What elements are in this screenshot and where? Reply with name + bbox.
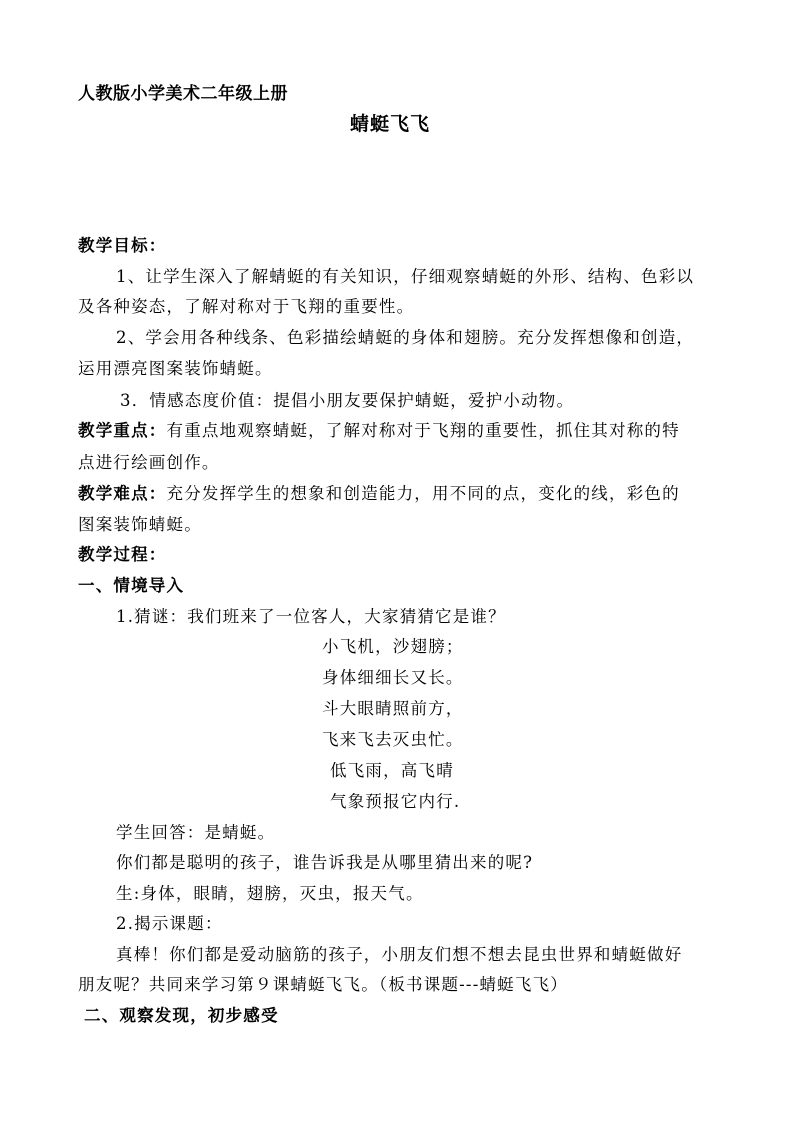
objectives-heading: 教学目标：	[78, 236, 167, 255]
student-reply: 生:身体，眼睛，翅膀，灭虫，报天气。	[116, 884, 424, 903]
riddle-line: 斗大眼睛照前方，	[322, 699, 464, 718]
difficulties-line-2: 图案装饰蜻蜓。	[78, 515, 202, 534]
textbook-subtitle: 人教版小学美术二年级上册	[78, 84, 288, 104]
reveal-line-1: 真棒！你们都是爱动脑筋的孩子，小朋友们想不想去昆虫世界和蜻蜓做好	[116, 945, 683, 964]
key-points-line-1	[78, 421, 680, 441]
riddle-line: 气象预报它内行.	[330, 792, 461, 811]
lesson-title: 蜻蜓飞飞	[350, 113, 431, 135]
reveal-heading: 2.揭示课题：	[116, 914, 223, 933]
objective-2-line-2: 运用漂亮图案装饰蜻蜓。	[78, 359, 273, 378]
key-points-label: 教学重点：	[78, 421, 167, 440]
process-heading: 教学过程：	[78, 545, 167, 564]
riddle-intro: 1.猜谜：我们班来了一位客人，大家猜猜它是谁？	[116, 607, 506, 626]
difficulties-label: 教学难点：	[78, 484, 167, 503]
section-1-heading: 一、情境导入	[78, 576, 185, 595]
student-answer: 学生回答：是蜻蜓。	[116, 823, 276, 842]
riddle-line: 身体细细长又长。	[322, 668, 464, 687]
objective-1-line-2: 及各种姿态，了解对称对于飞翔的重要性。	[78, 297, 415, 316]
reveal-line-2: 朋友呢？共同来学习第９课蜻蜓飞飞。（板书课题---蜻蜓飞飞）	[78, 975, 568, 994]
riddle-line: 低飞雨，高飞晴	[330, 761, 454, 780]
teacher-question: 你们都是聪明的孩子，谁告诉我是从哪里猜出来的呢?	[116, 853, 534, 872]
riddle-line: 飞来飞去灭虫忙。	[322, 730, 464, 749]
key-points-line-2: 点进行绘画创作。	[78, 453, 220, 472]
objective-1-line-1: 1、让学生深入了解蜻蜓的有关知识，仔细观察蜻蜓的外形、结构、色彩以	[116, 267, 695, 286]
section-2-heading: 二、观察发现，初步感受	[84, 1006, 279, 1025]
riddle-line: 小飞机，沙翅膀；	[322, 637, 464, 656]
difficulties-line-1	[78, 484, 680, 504]
objective-2-line-1: 2、学会用各种线条、色彩描绘蜻蜓的身体和翅膀。充分发挥想像和创造，	[116, 328, 695, 347]
difficulties-text: 充分发挥学生的想象和创造能力，用不同的点，变化的线，彩色的	[166, 484, 680, 503]
key-points-text: 有重点地观察蜻蜓，了解对称对于飞翔的重要性，抓住其对称的特	[166, 421, 680, 440]
objective-3: 3．情感态度价值：提倡小朋友要保护蜻蜓，爱护小动物。	[120, 391, 575, 410]
